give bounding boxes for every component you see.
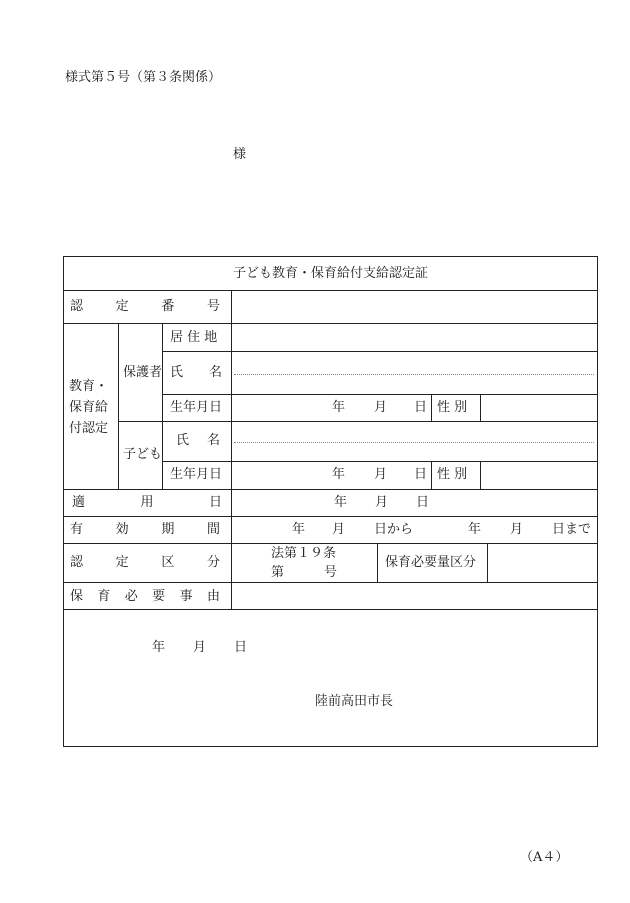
validity-from-month: 月 [332, 522, 346, 537]
guardian-label: 保護者 [123, 365, 163, 380]
validity-to-year: 年 [468, 522, 482, 537]
group-label-line3: 付認定 [69, 421, 109, 436]
guardian-birth-day: 日 [414, 400, 428, 415]
child-sex-label: 性 別 [437, 467, 468, 482]
certificate-title: 子ども教育・保育給付支給認定証 [232, 266, 428, 281]
reason-label: 保 育 必 要 事 由 [70, 589, 220, 604]
apply-year: 年 [334, 495, 348, 510]
guardian-sex-label: 性 別 [437, 400, 468, 415]
addressee-suffix: 様 [233, 147, 247, 162]
category-label: 認 定 区 分 [70, 555, 220, 570]
apply-day: 日 [416, 495, 430, 510]
child-birth-day: 日 [414, 467, 428, 482]
child-birth-label: 生年月日 [170, 467, 223, 482]
child-birth-year: 年 [332, 467, 346, 482]
child-label: 子ども [123, 447, 163, 462]
apply-month: 月 [375, 495, 389, 510]
care-amount-label: 保育必要量区分 [385, 555, 477, 570]
issue-year: 年 [152, 640, 166, 655]
child-birth-month: 月 [374, 467, 388, 482]
law-article: 法第１９条 [271, 546, 337, 561]
issuer-name: 陸前高田市長 [315, 694, 394, 709]
issue-month: 月 [193, 640, 207, 655]
cert-number-label: 認 定 番 号 [70, 299, 220, 314]
guardian-birth-label: 生年月日 [170, 400, 223, 415]
issue-day: 日 [234, 640, 248, 655]
child-name-label: 氏 名 [176, 433, 220, 448]
guardian-name-label: 氏 名 [170, 365, 222, 380]
residence-label: 居 住 地 [170, 330, 218, 345]
group-label-line2: 保育給 [69, 400, 109, 415]
law-item: 第 号 [271, 565, 337, 580]
apply-date-label: 適 用 日 [72, 495, 222, 510]
validity-label: 有 効 期 間 [70, 522, 220, 537]
validity-from-year: 年 [292, 522, 306, 537]
group-label-line1: 教育・ [69, 379, 109, 394]
guardian-birth-year: 年 [332, 400, 346, 415]
certificate-table [63, 256, 598, 747]
guardian-birth-month: 月 [374, 400, 388, 415]
validity-to-day: 日まで [552, 522, 592, 537]
validity-from-day: 日から [374, 522, 414, 537]
validity-to-month: 月 [510, 522, 524, 537]
form-number: 様式第５号（第３条関係） [65, 70, 222, 85]
paper-size: （A４） [520, 850, 569, 865]
